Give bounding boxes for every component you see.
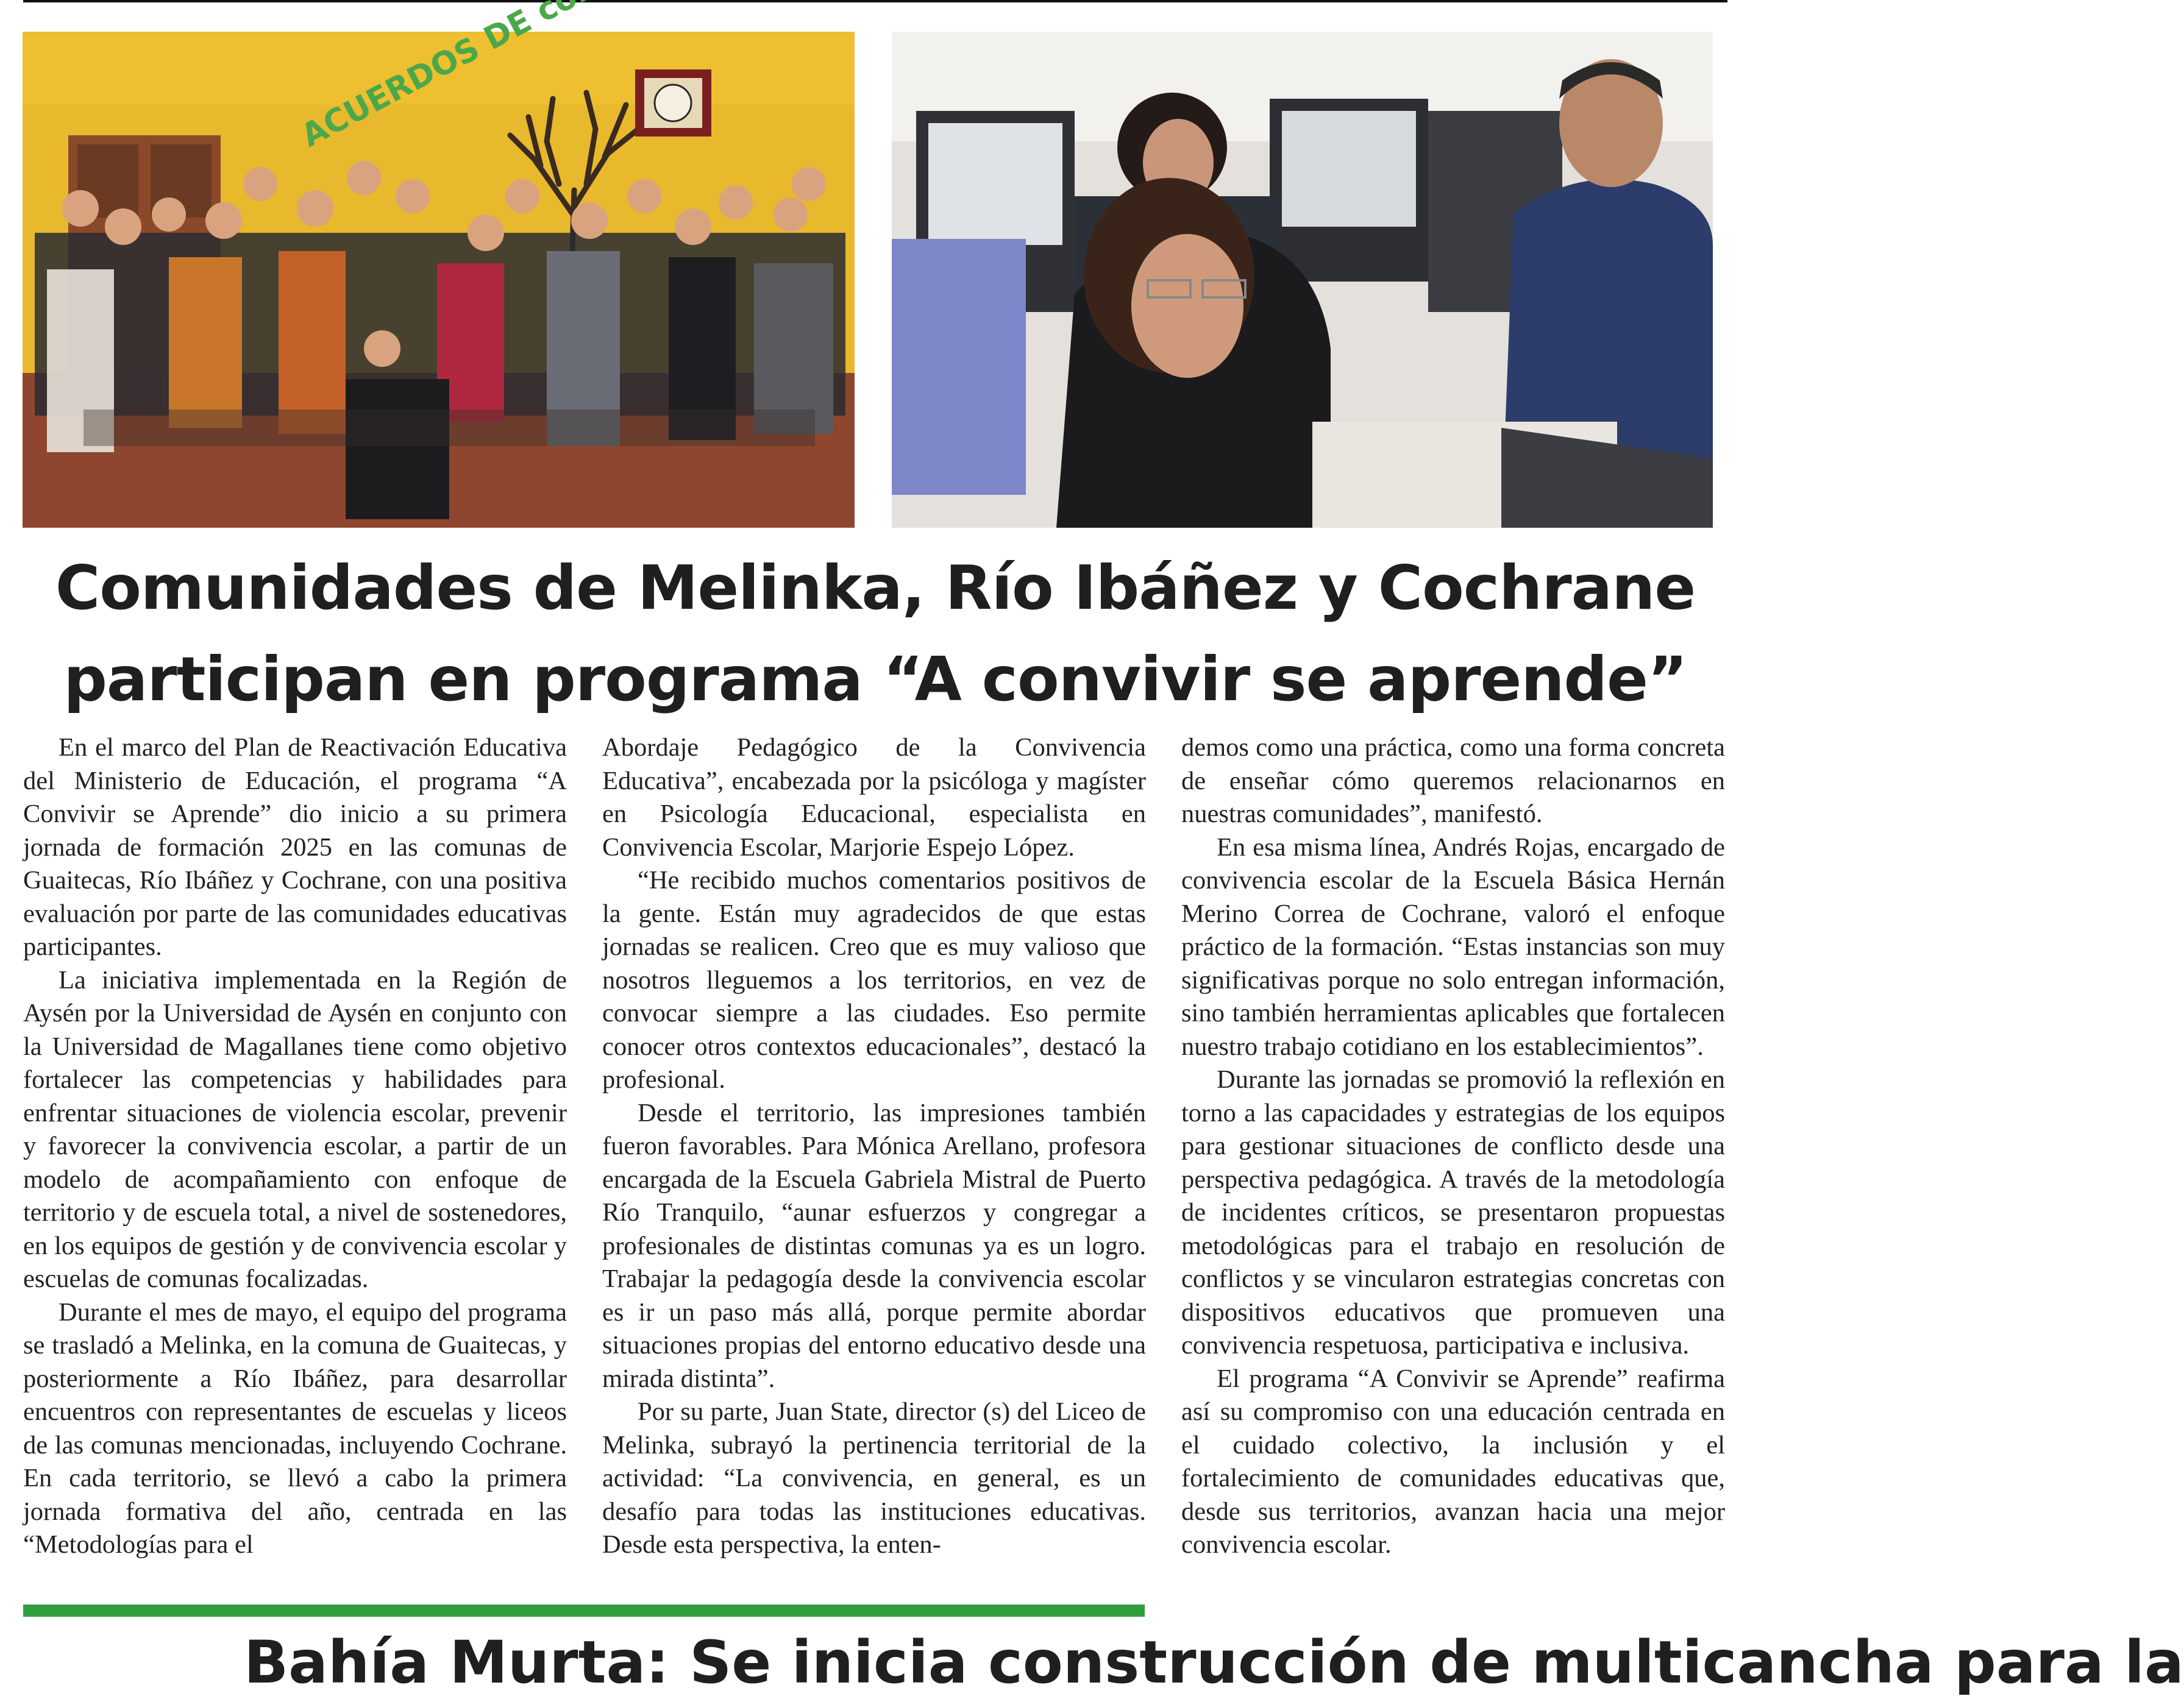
classroom-photo <box>892 32 1713 528</box>
article-paragraph-1: En el marco del Plan de Reactivación Educativa del Ministerio de Educación, el programa “A Convivir se Aprende” dio inicio a su primera jornada de formación 2025 en las comunas de Guaitecas, Río Ibáñez y Cochrane, con una positiva evaluación por parte de las comunidades educativas participantes. <box>23 733 567 961</box>
article-paragraph-2: La iniciativa implementada en la Región de Aysén por la Universidad de Aysén en conjunto con la Universidad de Magallanes tiene como objetivo fortalecer las competencias y habilidades para enfrentar situaciones de violencia escolar, prevenir y favorecer la convivencia escolar, a partir de un modelo de acompañamiento con enfoque de territorio y de escuela total, a nivel de sostenedores, en los equipos de gestión y de convivencia escolar y escuelas de comunas focalizadas. <box>23 965 567 1293</box>
article-headline <box>24 542 1726 725</box>
article-paragraph-5: Desde el territorio, las impresiones también fueron favorables. Para Mónica Arellano, profesora encargada de la Escuela Gabriela Mistral de Puerto Río Tranquilo, “aunar esfuerzos y congregar a profesionales de distintas comunas ya es un logro. Trabajar la pedagogía desde la convivencia escolar es ir un paso más allá, porque permite abordar situaciones propias del entorno educativo desde una mirada distinta”. <box>602 1098 1146 1393</box>
headline-line-1: Comunidades de Melinka, Río Ibáñez y Cochrane <box>55 552 1696 623</box>
group-photo <box>23 32 855 528</box>
classroom-photo-illustration <box>892 32 1713 528</box>
next-article-headline: Bahía Murta: Se inicia construcción de multicancha para la <box>244 1628 2184 1697</box>
article-paragraph-6-start: Por su parte, Juan State, director (s) del Liceo de Melinka, subrayó la pertinencia territorial de la actividad: “La convivencia, en general, es un desafío para todas las instituciones educativas. Desde esta perspectiva, la enten- <box>602 1397 1146 1559</box>
article-paragraph-4: “He recibido muchos comentarios positivos de la gente. Están muy agradecidos de que estas jornadas se realicen. Creo que es muy valioso que nosotros lleguemos a los territorios, en vez de convocar siempre a las ciudades. Eso permite conocer otros contextos educacionales”, destacó la profesional. <box>602 866 1146 1094</box>
article-column-3 <box>1181 731 1725 1621</box>
group-photo-illustration <box>23 32 855 528</box>
article-paragraph-7: En esa misma línea, Andrés Rojas, encargado de convivencia escolar de la Escuela Básica Hernán Merino Correa de Cochrane, valoró el enfoque práctico de la formación. “Estas instancias son muy significativas porque no solo entregan información, sino también herramientas aplicables que fortalecen nuestro trabajo cotidiano en los establecimientos”. <box>1181 832 1725 1061</box>
article-paragraph-6-end: demos como una práctica, como una forma concreta de enseñar cómo queremos relacionarnos en nuestras comunidades”, manifestó. <box>1181 733 1725 828</box>
section-divider <box>23 1605 1145 1617</box>
top-rule <box>23 0 1727 2</box>
article-column-1 <box>23 731 567 1597</box>
article-paragraph-8: Durante las jornadas se promovió la reflexión en torno a las capacidades y estrategias de los equipos para gestionar situaciones de conflicto desde una perspectiva pedagógica. A través de la metodología de incidentes críticos, se presentaron propuestas metodológicas para el trabajo en resolución de conflictos y se vincularon estrategias concretas con dispositivos educativos que promueven una convivencia respetuosa, participativa e inclusiva. <box>1181 1065 1725 1360</box>
headline-line-2: participan en programa “A convivir se aprende” <box>63 644 1687 715</box>
article-paragraph-3-end: Abordaje Pedagógico de la Convivencia Educativa”, encabezada por la psicóloga y magíster en Psicología Educacional, especialista en Convivencia Escolar, Marjorie Espejo López. <box>602 733 1146 862</box>
article-paragraph-3-start: Durante el mes de mayo, el equipo del programa se trasladó a Melinka, en la comuna de Guaitecas, y posteriormente a Río Ibáñez, para desarrollar encuentros con representantes de escuelas y liceos de las comunas mencionadas, incluyendo Cochrane. En cada territorio, se llevó a cabo la primera jornada formativa del año, centrada en las “Metodologías para el <box>23 1297 567 1559</box>
article-column-2 <box>602 731 1146 1597</box>
article-paragraph-9: El programa “A Convivir se Aprende” reafirma así su compromiso con una educación centrada en el cuidado colectivo, la inclusión y el fortalecimiento de comunidades educativas que, desde sus territorios, avanzan hacia una mejor convivencia escolar. <box>1181 1364 1725 1559</box>
